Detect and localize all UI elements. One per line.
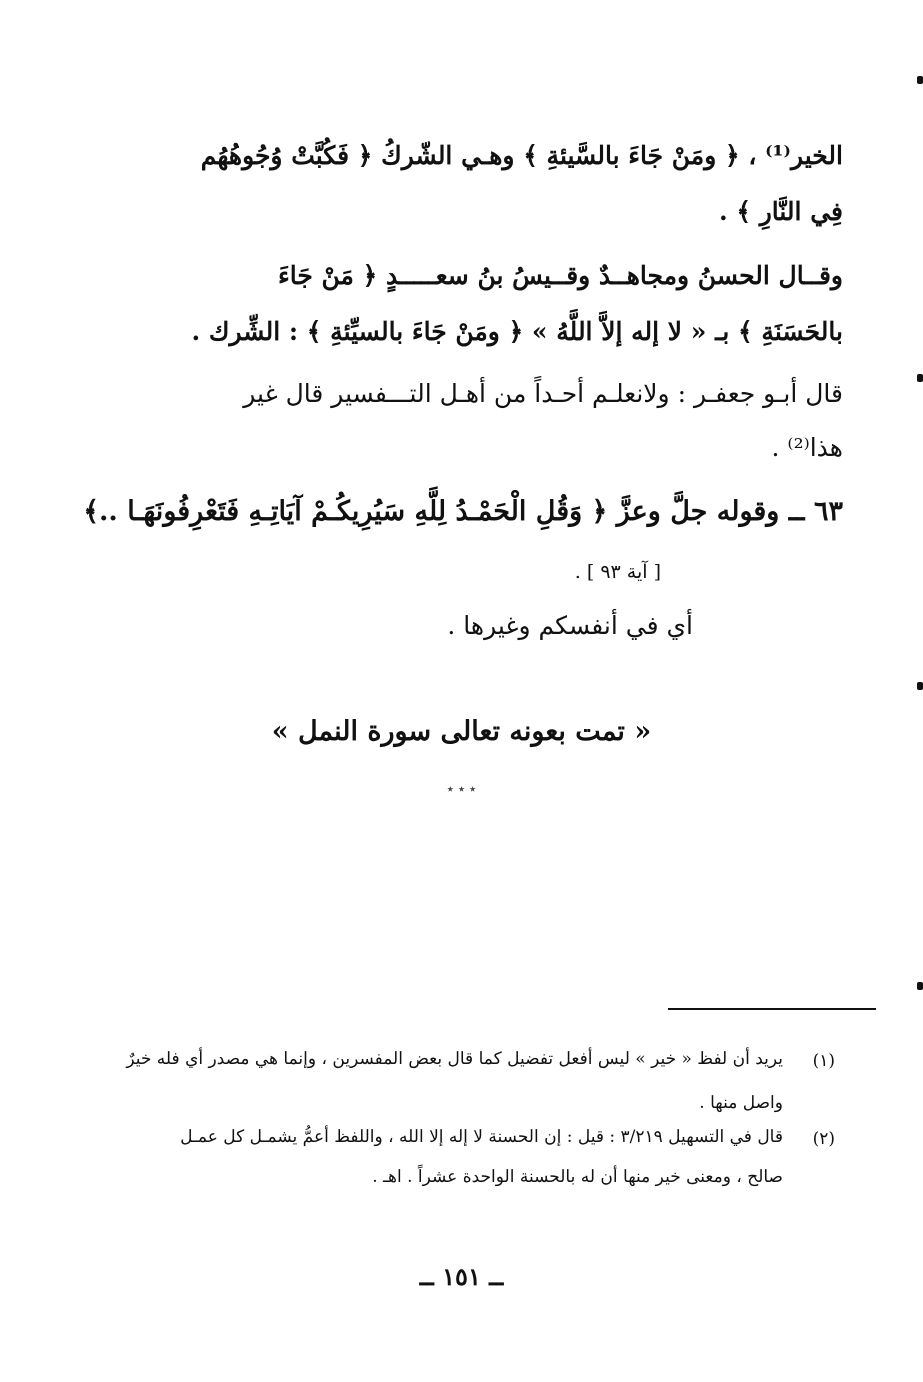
footnote-1-line-2: واصل منها . bbox=[699, 1093, 783, 1113]
page-number: ــ ١٥١ ــ bbox=[419, 1262, 504, 1291]
separator-stars: ٭ ٭ ٭ bbox=[446, 782, 477, 797]
margin-mark bbox=[917, 374, 923, 382]
body-line-2: فِي النَّارِ ﴾ . bbox=[718, 197, 843, 226]
body-line-5: قال أبـو جعفـر : ولانعلـم أحـداً من أهـل التـــفسير قال غير bbox=[243, 379, 843, 408]
margin-mark bbox=[917, 76, 923, 84]
footnote-2-line-2: صالح ، ومعنى خير منها أن له بالحسنة الواحدة عشراً . اهـ . bbox=[372, 1167, 783, 1187]
verse-reference: [ آية ٩٣ ] . bbox=[574, 561, 661, 583]
body-line-6: هذا⁽²⁾ . bbox=[771, 433, 843, 462]
margin-mark bbox=[917, 682, 923, 690]
closing-title: « تمت بعونه تعالى سورة النمل » bbox=[271, 716, 652, 747]
verse-comment: أي في أنفسكم وغيرها . bbox=[447, 611, 693, 640]
margin-mark bbox=[917, 982, 923, 990]
body-line-3: وقــال الحسنُ ومجاهــدٌ وقــيسُ بنُ سعـــــدٍ ﴿ مَنْ جَاءَ bbox=[277, 261, 843, 290]
body-line-4: بالحَسَنَةِ ﴾ بـ « لا إله إلاَّ اللَّهُ » ﴿ ومَنْ جَاءَ بالسيِّئةِ ﴾ : الشِّرك . bbox=[191, 317, 843, 346]
body-line-1: الخير⁽¹⁾ ، ﴿ ومَنْ جَاءَ بالسَّيئةِ ﴾ وهـي الشّركُ ﴿ فَكُبَّتْ وُجُوهُهُم bbox=[200, 141, 843, 170]
footnote-divider bbox=[668, 1008, 876, 1010]
footnote-1-number: (١) bbox=[812, 1051, 835, 1071]
verse-line: ٦٣ ــ وقوله جلَّ وعزَّ ﴿ وَقُلِ الْحَمْـدُ لِلَّهِ سَيُرِيكُـمْ آيَاتِـهِ فَتَعْرِفُونَهَـا ..﴾ bbox=[83, 496, 843, 527]
footnote-2-line-1: قال في التسهيل ٣/٢١٩ : قيل : إن الحسنة لا إله إلا الله ، واللفظ أعمُّ يشمـل كل عمـل bbox=[180, 1127, 783, 1147]
footnote-2-number: (٢) bbox=[812, 1129, 835, 1149]
footnote-1-line-1: يريد أن لفظ « خير » ليس أفعل تفضيل كما قال بعض المفسرين ، وإنما هي مصدر أي فله خيرٌ bbox=[126, 1049, 783, 1069]
